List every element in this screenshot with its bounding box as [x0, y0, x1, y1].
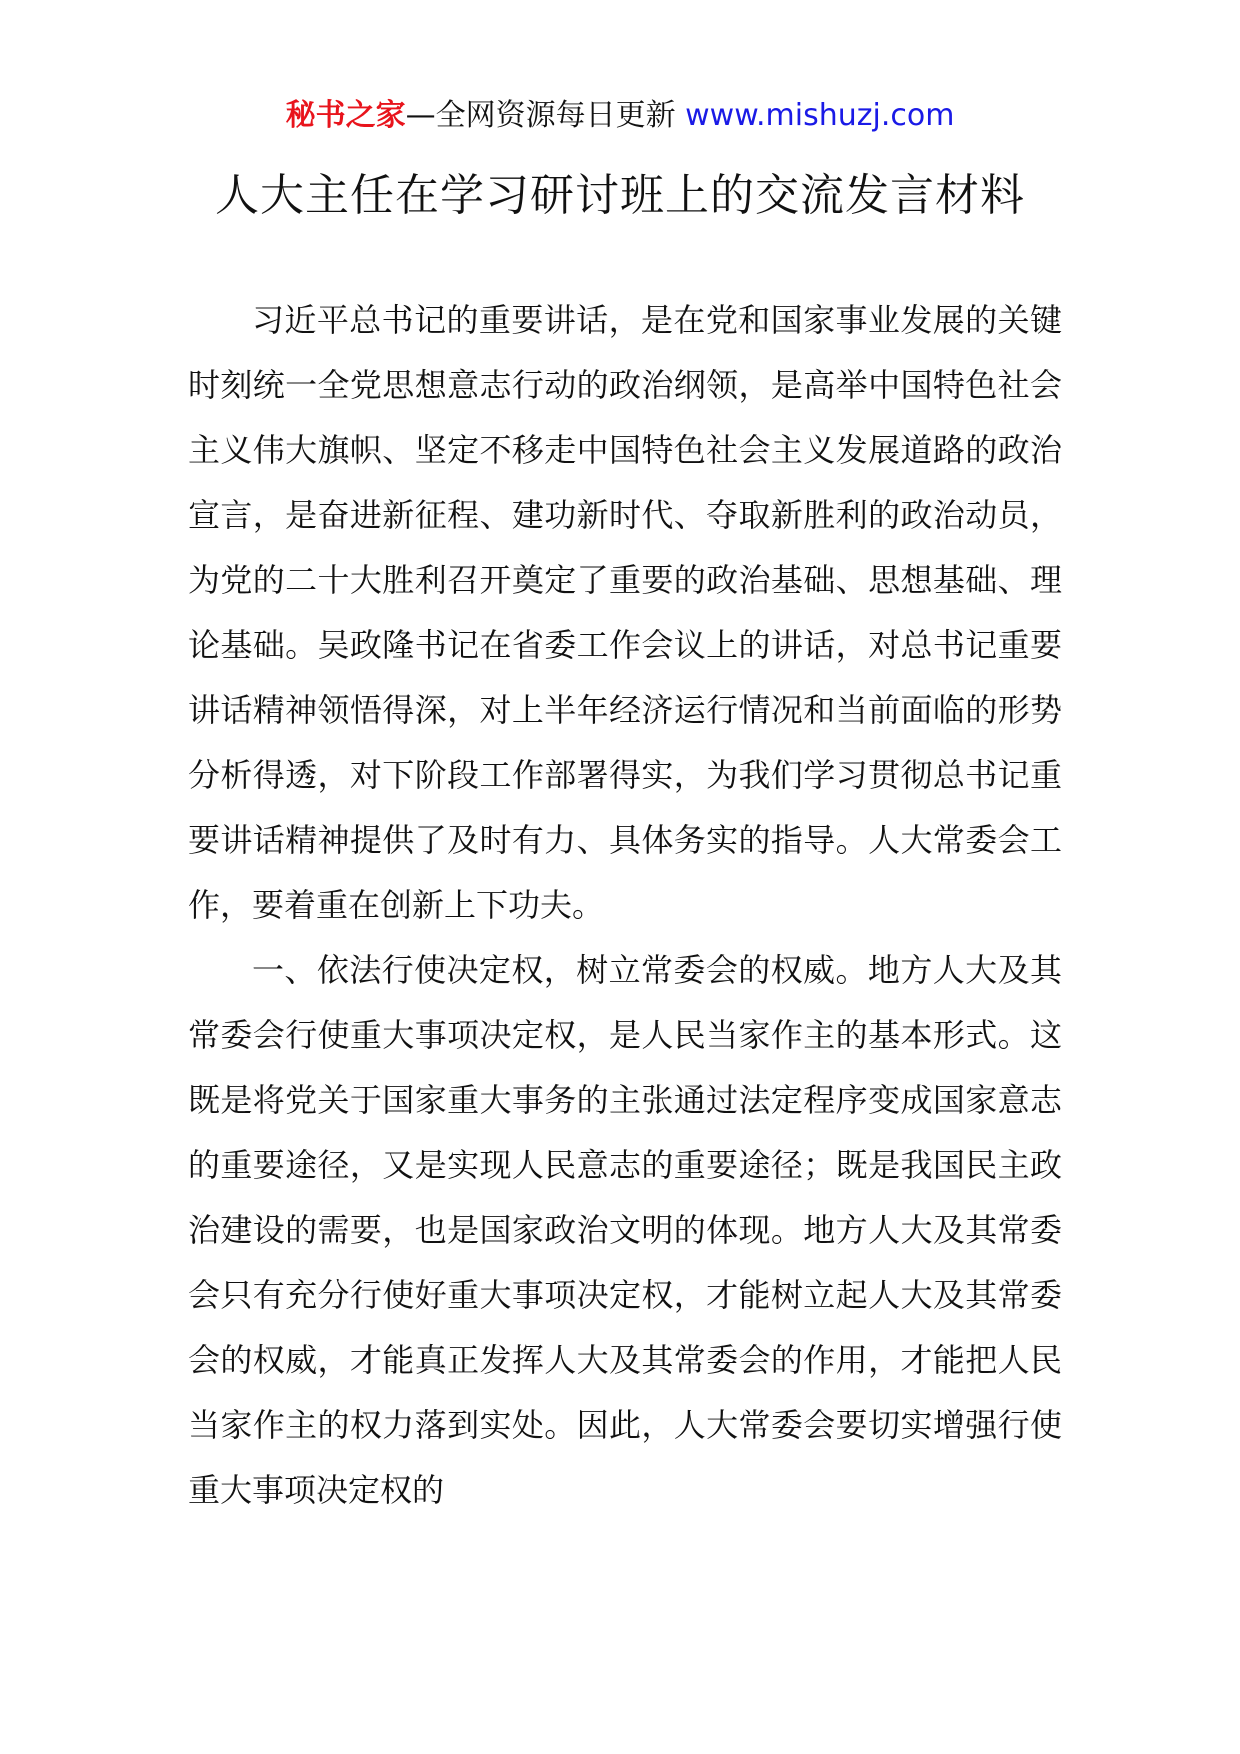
paragraph-text: 习近平总书记的重要讲话，是在党和国家事业发展的关键时刻统一全党思想意志行动的政治纲领，是高举中国特色社会主义伟大旗帜、坚定不移走中国特色社会主义发展道路的政治宣言，是奋进新征程、建功新时代、夺取新胜利的政治动员，为党的二十大胜利召开奠定了重要的政治基础、思想基础、理论基础。吴政隆书记在省委工作会议上的讲话，对总书记重要讲话精神领悟得深，对上半年经济运行情况和当前面临的形势分析得透，对下阶段工作部署得实，为我们学习贯彻总书记重要讲话精神提供了及时有力、具体务实的指导。人大常委会工作，要着重在创新上下功夫。: [188, 301, 1062, 924]
site-slogan: —全网资源每日更新: [405, 98, 676, 133]
document-title: 人大主任在学习研讨班上的交流发言材料: [215, 170, 1025, 221]
section-heading: 一、依法行使决定权，树立常委会的权威。: [252, 951, 868, 989]
paragraph-section-1: [188, 938, 1062, 1523]
paragraph-text: 地方人大及其常委会行使重大事项决定权，是人民当家作主的基本形式。这既是将党关于国家重大事务的主张通过法定程序变成国家意志的重要途径，又是实现人民意志的重要途径；既是我国民主政治建设的需要，也是国家政治文明的体现。地方人大及其常委会只有充分行使好重大事项决定权，才能树立起人大及其常委会的权威，才能真正发挥人大及其常委会的作用，才能把人民当家作主的权力落到实处。因此，人大常委会要切实增强行使重大事项决定权的: [188, 951, 1062, 1509]
site-brand[interactable]: 秘书之家: [285, 98, 406, 133]
document-body: [188, 288, 1062, 1523]
site-header: [0, 96, 1240, 136]
paragraph-intro: [188, 288, 1062, 938]
site-url-link[interactable]: www.mishuzj.com: [685, 98, 955, 133]
